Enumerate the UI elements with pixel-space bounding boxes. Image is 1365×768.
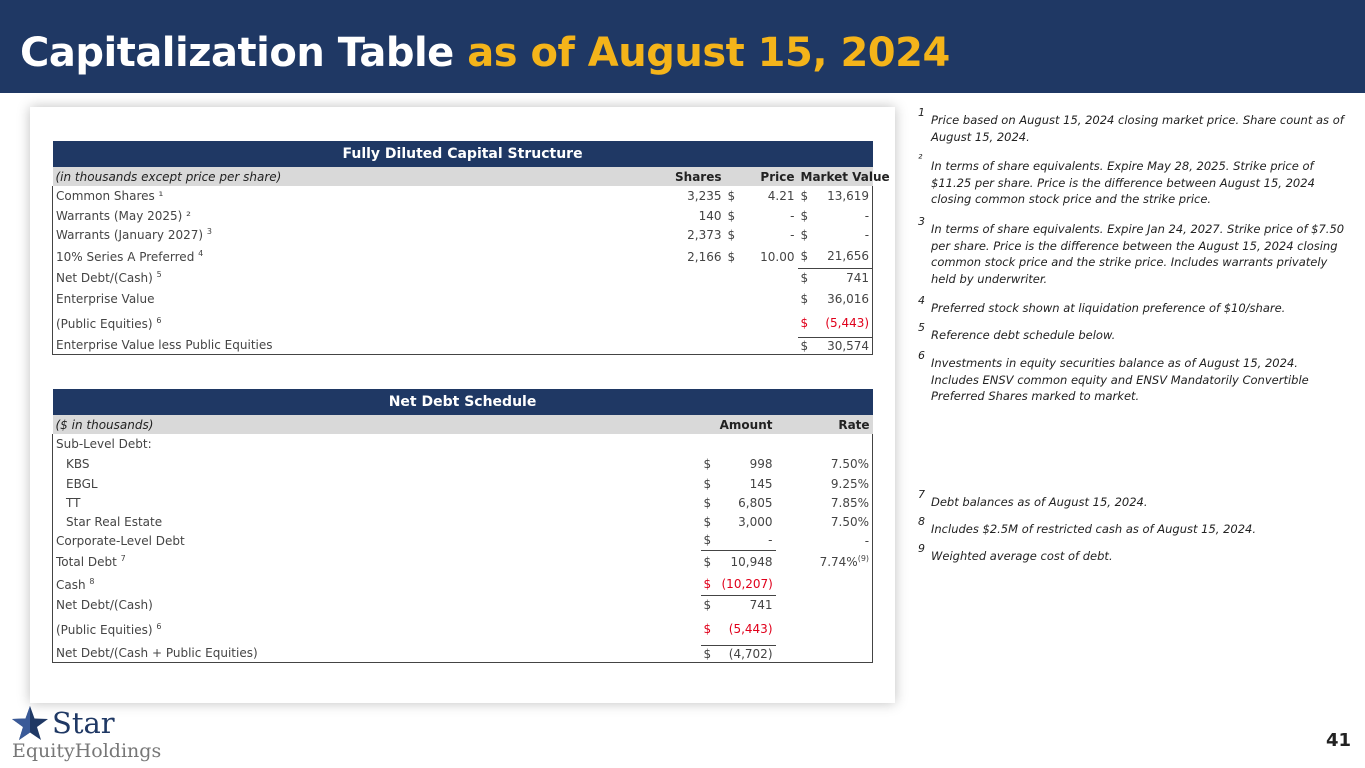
cap-table-row xyxy=(53,245,873,268)
cap-table-row xyxy=(53,287,873,310)
row-label: Net Debt/(Cash) xyxy=(56,270,153,285)
footnote-text: Investments in equity securities balance as of August 15, 2024. Includes ENSV common equity and ENSV Mandatorily Convertible Preferred Shares marked to market. xyxy=(931,356,1309,403)
page-title xyxy=(20,26,950,80)
shares-cell: 2,166 xyxy=(687,249,722,264)
row-label: Net Debt/(Cash) xyxy=(56,597,153,612)
amount-cell: 6,805 xyxy=(738,495,773,510)
debt-row-label-cell xyxy=(53,574,701,595)
star-equity-logo xyxy=(10,704,200,764)
footnote xyxy=(918,152,1348,208)
price-sign-cell xyxy=(725,310,743,337)
rate-cell xyxy=(776,550,873,574)
footnote xyxy=(918,515,1348,538)
debt-row-label-cell xyxy=(53,550,701,574)
footnote-text: Reference debt schedule below. xyxy=(931,328,1116,342)
debt-row-label-cell xyxy=(53,454,701,474)
cap-row-label-cell xyxy=(53,245,653,268)
debt-table-row xyxy=(53,531,873,550)
net-debt-schedule-table xyxy=(52,389,873,663)
debt-table-body xyxy=(53,434,873,662)
debt-table-row xyxy=(53,434,873,454)
cap-table-row xyxy=(53,337,873,354)
market-value-cell: (5,443) xyxy=(816,310,873,337)
col-shares-header: Shares xyxy=(653,167,725,186)
amount-sign-cell: $ xyxy=(703,476,712,491)
footnote-ref: 3 xyxy=(206,227,212,236)
rate-cell xyxy=(776,531,873,550)
amount-cell: (10,207) xyxy=(721,577,773,592)
amount-cell: (5,443) xyxy=(719,614,776,645)
amount-sign-cell: $ xyxy=(703,577,712,592)
footnote-number: 1 xyxy=(918,106,925,119)
cap-row-label-cell xyxy=(53,186,653,206)
row-label: KBS xyxy=(66,457,90,471)
cap-table-title-row xyxy=(53,141,873,167)
debt-table-row xyxy=(53,595,873,614)
amount-sign-cell: $ xyxy=(701,531,719,550)
market-value-cell: 13,619 xyxy=(816,186,873,206)
price-cell: 4.21 xyxy=(767,189,795,203)
debt-table-row xyxy=(53,474,873,493)
price-cell: 10.00 xyxy=(760,249,795,264)
shares-cell: 3,235 xyxy=(687,189,722,203)
row-label: Net Debt/(Cash + Public Equities) xyxy=(56,646,258,661)
price-sign-cell: $ xyxy=(727,208,736,223)
debt-table-row xyxy=(53,493,873,512)
footnote-ref: 6 xyxy=(156,621,162,631)
amount-sign-cell xyxy=(701,434,719,454)
amount-cell: - xyxy=(719,531,776,550)
footnote-number: 4 xyxy=(918,294,925,307)
shares-cell: 140 xyxy=(698,208,722,223)
shares-cell xyxy=(653,337,725,354)
mv-sign-cell: $ xyxy=(798,268,816,287)
amount-sign-cell: $ xyxy=(703,495,712,510)
cap-row-label-cell xyxy=(53,225,653,245)
row-label: 10% Series A Preferred xyxy=(56,249,195,264)
amount-sign-cell: $ xyxy=(701,595,719,614)
price-sign-cell: $ xyxy=(727,249,736,264)
shares-cell xyxy=(653,287,725,310)
cap-row-label-cell xyxy=(53,268,653,287)
footnote xyxy=(918,215,1348,287)
footnote-number: ² xyxy=(918,152,923,165)
rate-value: 7.74% xyxy=(819,555,858,569)
rate-cell xyxy=(776,493,873,512)
debt-table-header-row xyxy=(53,415,873,434)
price-sign-cell xyxy=(725,287,743,310)
market-value-cell: 741 xyxy=(816,268,873,287)
debt-row-label-cell xyxy=(53,614,701,645)
footnote-ref: 7 xyxy=(120,554,126,563)
amount-sign-cell: $ xyxy=(703,457,712,471)
title-bar xyxy=(0,0,1365,93)
price-sign-cell: $ xyxy=(727,189,736,203)
rate-value: - xyxy=(864,533,870,548)
amount-cell: 998 xyxy=(749,457,773,471)
amount-cell xyxy=(719,434,776,454)
mv-sign-cell: $ xyxy=(798,310,816,337)
debt-table-row xyxy=(53,550,873,574)
market-value-cell: 21,656 xyxy=(816,245,873,268)
cap-unit-label: (in thousands except price per share) xyxy=(53,167,653,186)
col-amount-header: Amount xyxy=(701,415,776,434)
cap-table-title: Fully Diluted Capital Structure xyxy=(53,141,873,167)
mv-sign-cell: $ xyxy=(800,189,809,203)
footnote-text: In terms of share equivalents. Expire May 28, 2025. Strike price of $11.25 per share. Price is the difference between August 15, 2024 closing common stock price and the strike price. xyxy=(931,159,1315,206)
shares-cell: 2,373 xyxy=(687,228,722,242)
price-sign-cell xyxy=(725,337,743,354)
footnote xyxy=(918,542,1348,565)
row-label: Corporate-Level Debt xyxy=(56,533,185,548)
footnote-number: 8 xyxy=(918,515,925,528)
rate-value: 7.85% xyxy=(830,495,870,510)
cap-row-label-cell xyxy=(53,310,653,337)
debt-row-label-cell xyxy=(53,645,701,662)
row-label: Sub-Level Debt: xyxy=(56,437,152,451)
price-sign-cell xyxy=(725,268,743,287)
row-label: Enterprise Value xyxy=(56,291,155,306)
amount-cell: 741 xyxy=(719,595,776,614)
footnote xyxy=(918,321,1348,344)
footnote-number: 6 xyxy=(918,349,925,362)
row-label: Warrants (May 2025) ² xyxy=(56,208,191,223)
mv-sign-cell: $ xyxy=(800,208,809,223)
price-sign-cell: $ xyxy=(727,228,736,242)
footnote-ref: 6 xyxy=(156,315,162,325)
footnote-text: Weighted average cost of debt. xyxy=(931,549,1113,563)
amount-sign-cell: $ xyxy=(703,514,712,529)
footnote-number: 5 xyxy=(918,321,925,334)
footnote-number: 3 xyxy=(918,215,925,228)
market-value-cell: 36,016 xyxy=(816,287,873,310)
footnote-text: Debt balances as of August 15, 2024. xyxy=(931,495,1148,509)
amount-cell: 145 xyxy=(749,476,773,491)
rate-cell xyxy=(776,474,873,493)
footnote-text: Includes $2.5M of restricted cash as of August 15, 2024. xyxy=(931,522,1257,536)
rate-cell xyxy=(776,512,873,531)
debt-row-label-cell xyxy=(53,512,701,531)
capital-structure-table xyxy=(52,141,890,355)
row-label: Warrants (January 2027) xyxy=(56,228,204,242)
shares-cell xyxy=(653,268,725,287)
price-cell: - xyxy=(790,228,795,242)
row-label: Enterprise Value less Public Equities xyxy=(56,338,273,353)
rate-cell xyxy=(776,434,873,454)
title-accent: as of August 15, 2024 xyxy=(467,30,950,76)
row-label: Total Debt xyxy=(56,555,117,569)
cap-table-row xyxy=(53,186,873,206)
footnote xyxy=(918,349,1348,405)
footnote-ref: 8 xyxy=(89,576,95,586)
debt-row-label-cell xyxy=(53,493,701,512)
logo-word: Star xyxy=(52,706,115,740)
tables-card xyxy=(30,107,895,703)
footnote-number: 7 xyxy=(918,488,925,501)
mv-sign-cell: $ xyxy=(800,249,809,264)
rate-value: 9.25% xyxy=(830,476,870,491)
rate-cell xyxy=(776,645,873,662)
star-icon xyxy=(10,704,50,744)
mv-sign-cell: $ xyxy=(798,337,816,354)
cap-row-label-cell xyxy=(53,206,653,225)
market-value-cell: 30,574 xyxy=(816,337,873,354)
price-cell xyxy=(743,310,798,337)
col-rate-header: Rate xyxy=(776,415,873,434)
rate-cell xyxy=(776,574,873,595)
cap-table-row xyxy=(53,225,873,245)
footnote-number: 9 xyxy=(918,542,925,555)
debt-row-label-cell xyxy=(53,434,701,454)
market-value-cell: - xyxy=(816,225,873,245)
price-cell xyxy=(743,287,798,310)
cap-table-body xyxy=(53,186,873,354)
mv-sign-cell: $ xyxy=(800,228,809,242)
cap-row-label-cell xyxy=(53,337,653,354)
footnote xyxy=(918,488,1348,511)
col-price-header: Price xyxy=(725,167,798,186)
logo-sub-equity: Equity xyxy=(12,740,75,762)
debt-row-label-cell xyxy=(53,474,701,493)
cap-table-row xyxy=(53,268,873,287)
row-label: (Public Equities) xyxy=(56,316,153,331)
debt-table-row xyxy=(53,512,873,531)
price-cell xyxy=(743,268,798,287)
cap-table-row xyxy=(53,206,873,225)
amount-sign-cell: $ xyxy=(701,645,719,662)
rate-cell xyxy=(776,614,873,645)
debt-table-row xyxy=(53,645,873,662)
debt-row-label-cell xyxy=(53,531,701,550)
rate-footnote-ref: (9) xyxy=(857,554,870,563)
cap-row-label-cell xyxy=(53,287,653,310)
footnote-text: In terms of share equivalents. Expire Jan 24, 2027. Strike price of $7.50 per share. Price is the difference between the August 15, 2024 closing common stock price and the strike price. Includes warrants privately held by underwriter. xyxy=(931,222,1345,286)
amount-sign-cell: $ xyxy=(701,614,719,645)
debt-table-row xyxy=(53,454,873,474)
debt-row-label-cell xyxy=(53,595,701,614)
debt-table-title: Net Debt Schedule xyxy=(53,389,873,415)
title-main: Capitalization Table xyxy=(20,30,454,76)
rate-cell xyxy=(776,454,873,474)
cap-table-header-row xyxy=(53,167,873,186)
debt-table-row xyxy=(53,614,873,645)
amount-cell: (4,702) xyxy=(719,645,776,662)
cap-table-row xyxy=(53,310,873,337)
page-number: 41 xyxy=(1325,730,1351,751)
row-label: (Public Equities) xyxy=(56,622,153,637)
shares-cell xyxy=(653,310,725,337)
row-label: Cash xyxy=(56,577,86,592)
price-cell: - xyxy=(790,208,795,223)
footnote-ref: 5 xyxy=(156,269,162,279)
footnote-text: Preferred stock shown at liquidation preference of $10/share. xyxy=(931,301,1286,315)
market-value-cell: - xyxy=(816,206,873,225)
row-label: Common Shares ¹ xyxy=(56,189,164,203)
price-cell xyxy=(743,337,798,354)
footnote-text: Price based on August 15, 2024 closing market price. Share count as of August 15, 2024. xyxy=(931,113,1344,144)
row-label: Star Real Estate xyxy=(66,514,163,529)
footnote xyxy=(918,294,1348,317)
col-market-value-header: Market Value xyxy=(798,167,873,186)
debt-table-title-row xyxy=(53,389,873,415)
mv-sign-cell: $ xyxy=(800,291,809,306)
footnote xyxy=(918,106,1348,145)
debt-unit-label: ($ in thousands) xyxy=(53,415,701,434)
rate-cell xyxy=(776,595,873,614)
logo-sub-holdings: Holdings xyxy=(74,740,162,762)
rate-value: 7.50% xyxy=(830,457,870,471)
amount-cell: 10,948 xyxy=(730,555,773,570)
row-label: TT xyxy=(66,495,81,510)
row-label: EBGL xyxy=(66,476,98,491)
logo-subtitle xyxy=(12,739,161,763)
amount-cell: 3,000 xyxy=(738,514,773,529)
rate-value: 7.50% xyxy=(830,514,870,529)
footnote-ref: 4 xyxy=(198,248,204,258)
debt-table-row xyxy=(53,574,873,595)
amount-sign-cell: $ xyxy=(703,555,712,570)
